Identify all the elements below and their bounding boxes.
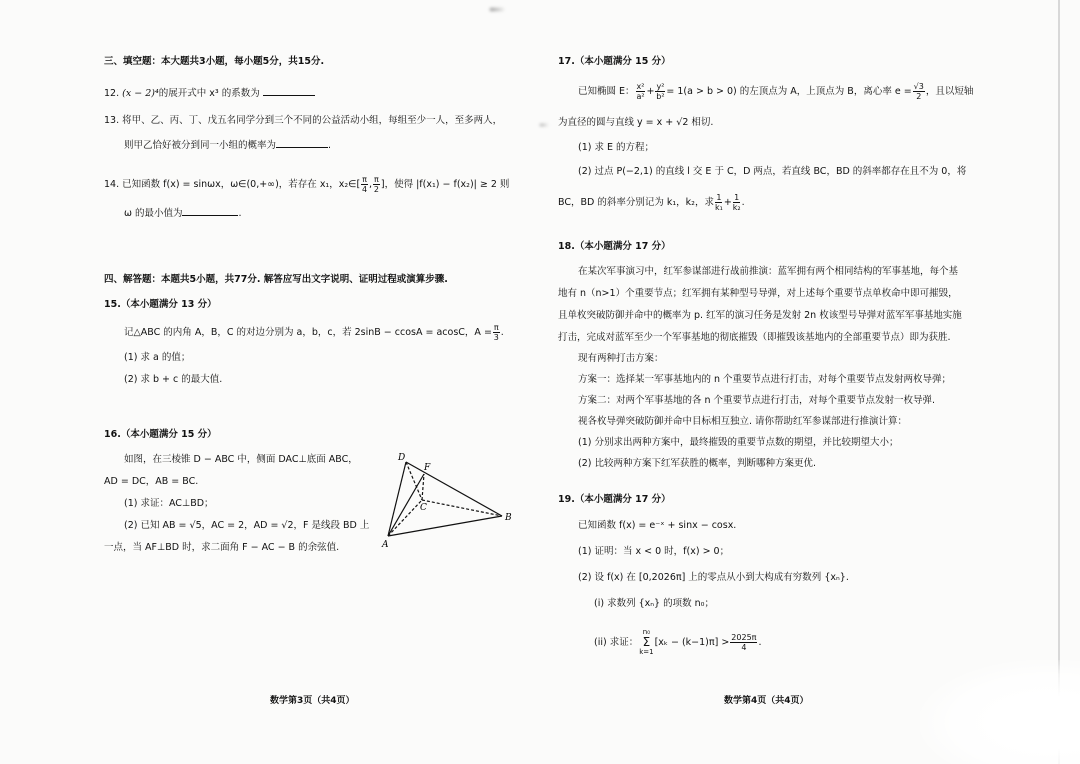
answer-blank <box>276 138 328 148</box>
question-17-part2-cont: BC，BD 的斜率分别记为 k₁，k₂，求 $\frac{1}{\text{k₁}}$ + $\frac{1}{\text{k₂}}$ . <box>558 193 745 212</box>
question-18-head: 18.（本小题满分 17 分） <box>558 241 671 252</box>
question-17-part2: (2) 过点 P(−2,1) 的直线 l 交 E 于 C，D 两点，若直线 BC，BD 的斜率都存在且不为 0，将 <box>578 166 967 177</box>
question-17-line1: 已知椭圆 E： $\frac{\text{x²}}{\text{a²}}$ + $\frac{\text{y²}}{\text{b²}}$ = 1(a > b > 0) 的左顶点为 A，上顶点为 B，离心率 e = $\frac{√3}{2}$ ，且以短轴 <box>578 82 974 101</box>
question-16-line1: 如图，在三棱锥 D − ABC 中，侧面 DAC⊥底面 ABC， <box>124 454 358 465</box>
question-15-head: 15.（本小题满分 13 分） <box>104 299 217 310</box>
edge-CB <box>422 500 502 516</box>
question-18-line7: 方案二：对两个军事基地的各 n 个重要节点进行打击，对每个重要节点发射一枚导弹. <box>578 395 936 406</box>
answer-blank <box>182 206 238 216</box>
edge-AB <box>388 516 502 536</box>
photo-glare <box>920 660 1080 764</box>
question-19-line3: (2) 设 f(x) 在 [0,2026π] 上的零点从小到大构成有穷数列 {xₙ}. <box>578 572 849 583</box>
question-16-line2: AD = DC，AB = BC. <box>104 476 199 487</box>
question-16-line4: (2) 已知 AB = √5，AC = 2，AD = √2，F 是线段 BD 上 <box>124 520 370 531</box>
label-A: A <box>382 540 389 550</box>
segment-AF <box>388 474 424 536</box>
question-13-line1: 13. 将甲、乙、丙、丁、戊五名同学分到三个不同的公益活动小组，每组至少一人，至多两人， <box>104 115 503 126</box>
question-18-line1: 在某次军事演习中，红军参谋部进行战前推演：蓝军拥有两个相同结构的军事基地，每个基 <box>578 266 959 277</box>
tetrahedron-figure <box>378 448 518 550</box>
question-16-line3: (1) 求证：AC⊥BD； <box>124 498 214 509</box>
section3-header: 三、填空题：本大题共3小题，每小题5分，共15分. <box>104 56 325 67</box>
question-15-part1: (1) 求 a 的值； <box>124 352 191 363</box>
question-15-body: 记△ABC 的内角 A，B，C 的对边分别为 a，b，c，若 2sinB − ccosA = acosC，A = $\frac{\pi}{3}$ . <box>124 323 504 342</box>
question-17-line2: 为直径的圆与直线 y = x + √2 相切. <box>558 117 714 128</box>
question-18-line2: 地有 n（n>1）个重要节点；红军拥有某种型号导弹，对上述每个重要节点单枚命中即可摧毁， <box>558 288 958 299</box>
question-19-line5: (ii) 求证： n₀ Σ k=1 [xₖ − (k−1)π] > $\frac{2025\pi}{4}$ . <box>594 628 762 656</box>
section4-header: 四、解答题：本题共5小题，共77分. 解答应写出文字说明、证明过程或演算步骤. <box>104 274 448 285</box>
label-F: F <box>424 463 431 473</box>
question-14-line1: 14. 已知函数 f(x) = sinωx，ω∈(0,+∞)，若存在 x₁，x₂∈[ $\frac{\pi}{4}$ , $\frac{\pi}{2}$ ]，使得 |f(x₁) − f(x₂)| ≥ 2 则 <box>104 175 510 194</box>
question-17-part1: (1) 求 E 的方程； <box>578 142 655 153</box>
question-15-part2: (2) 求 b + c 的最大值. <box>124 374 223 385</box>
question-19-head: 19.（本小题满分 17 分） <box>558 494 671 505</box>
scan-smudge <box>490 8 504 11</box>
edge-DA <box>388 462 406 536</box>
page-edge <box>1058 0 1060 764</box>
question-18-line5: 现有两种打击方案： <box>578 353 664 364</box>
question-18-line6: 方案一：选择某一军事基地内的 n 个重要节点进行打击，对每个重要节点发射两枚导弹； <box>578 374 952 385</box>
question-16-head: 16.（本小题满分 15 分） <box>104 429 217 440</box>
right-footer: 数学第4页（共4页） <box>724 696 809 706</box>
question-19-line2: (1) 证明：当 x < 0 时，f(x) > 0； <box>578 546 730 557</box>
question-18-line10: (2) 比较两种方案下红军获胜的概率，判断哪种方案更优. <box>578 458 816 469</box>
label-B: B <box>505 513 512 523</box>
question-19-line4: (i) 求数列 {xₙ} 的项数 n₀； <box>594 598 714 609</box>
scan-mark <box>540 124 548 126</box>
answer-blank <box>263 86 315 96</box>
label-C: C <box>420 503 427 513</box>
question-18-line9: (1) 分别求出两种方案中，最终摧毁的重要节点数的期望，并比较期望大小； <box>578 437 899 448</box>
question-18-line8: 视各枚导弹突破防御并命中目标相互独立. 请你帮助红军参谋部进行推演计算： <box>578 416 908 427</box>
question-12: 12. (x − 2)⁴的展开式中 x³ 的系数为 <box>104 86 315 100</box>
question-16-line5: 一点，当 AF⊥BD 时，求二面角 F − AC − B 的余弦值. <box>104 542 340 553</box>
question-18-line3: 且单枚突破防御并命中的概率为 p. 红军的演习任务是发射 2n 枚该型号导弹对蓝军军事基地实施 <box>558 310 962 321</box>
label-D: D <box>398 453 406 463</box>
question-18-line4: 打击，完成对蓝军至少一个军事基地的彻底摧毁（即摧毁该基地内的全部重要节点）即为获胜. <box>558 332 951 343</box>
question-14-line2: ω 的最小值为 . <box>124 208 242 219</box>
question-13-line2: 则甲乙恰好被分到同一小组的概率为 . <box>124 140 332 151</box>
question-19-line1: 已知函数 f(x) = e⁻ˣ + sinx − cosx. <box>578 520 737 531</box>
left-footer: 数学第3页（共4页） <box>270 696 355 706</box>
question-17-head: 17.（本小题满分 15 分） <box>558 56 671 67</box>
